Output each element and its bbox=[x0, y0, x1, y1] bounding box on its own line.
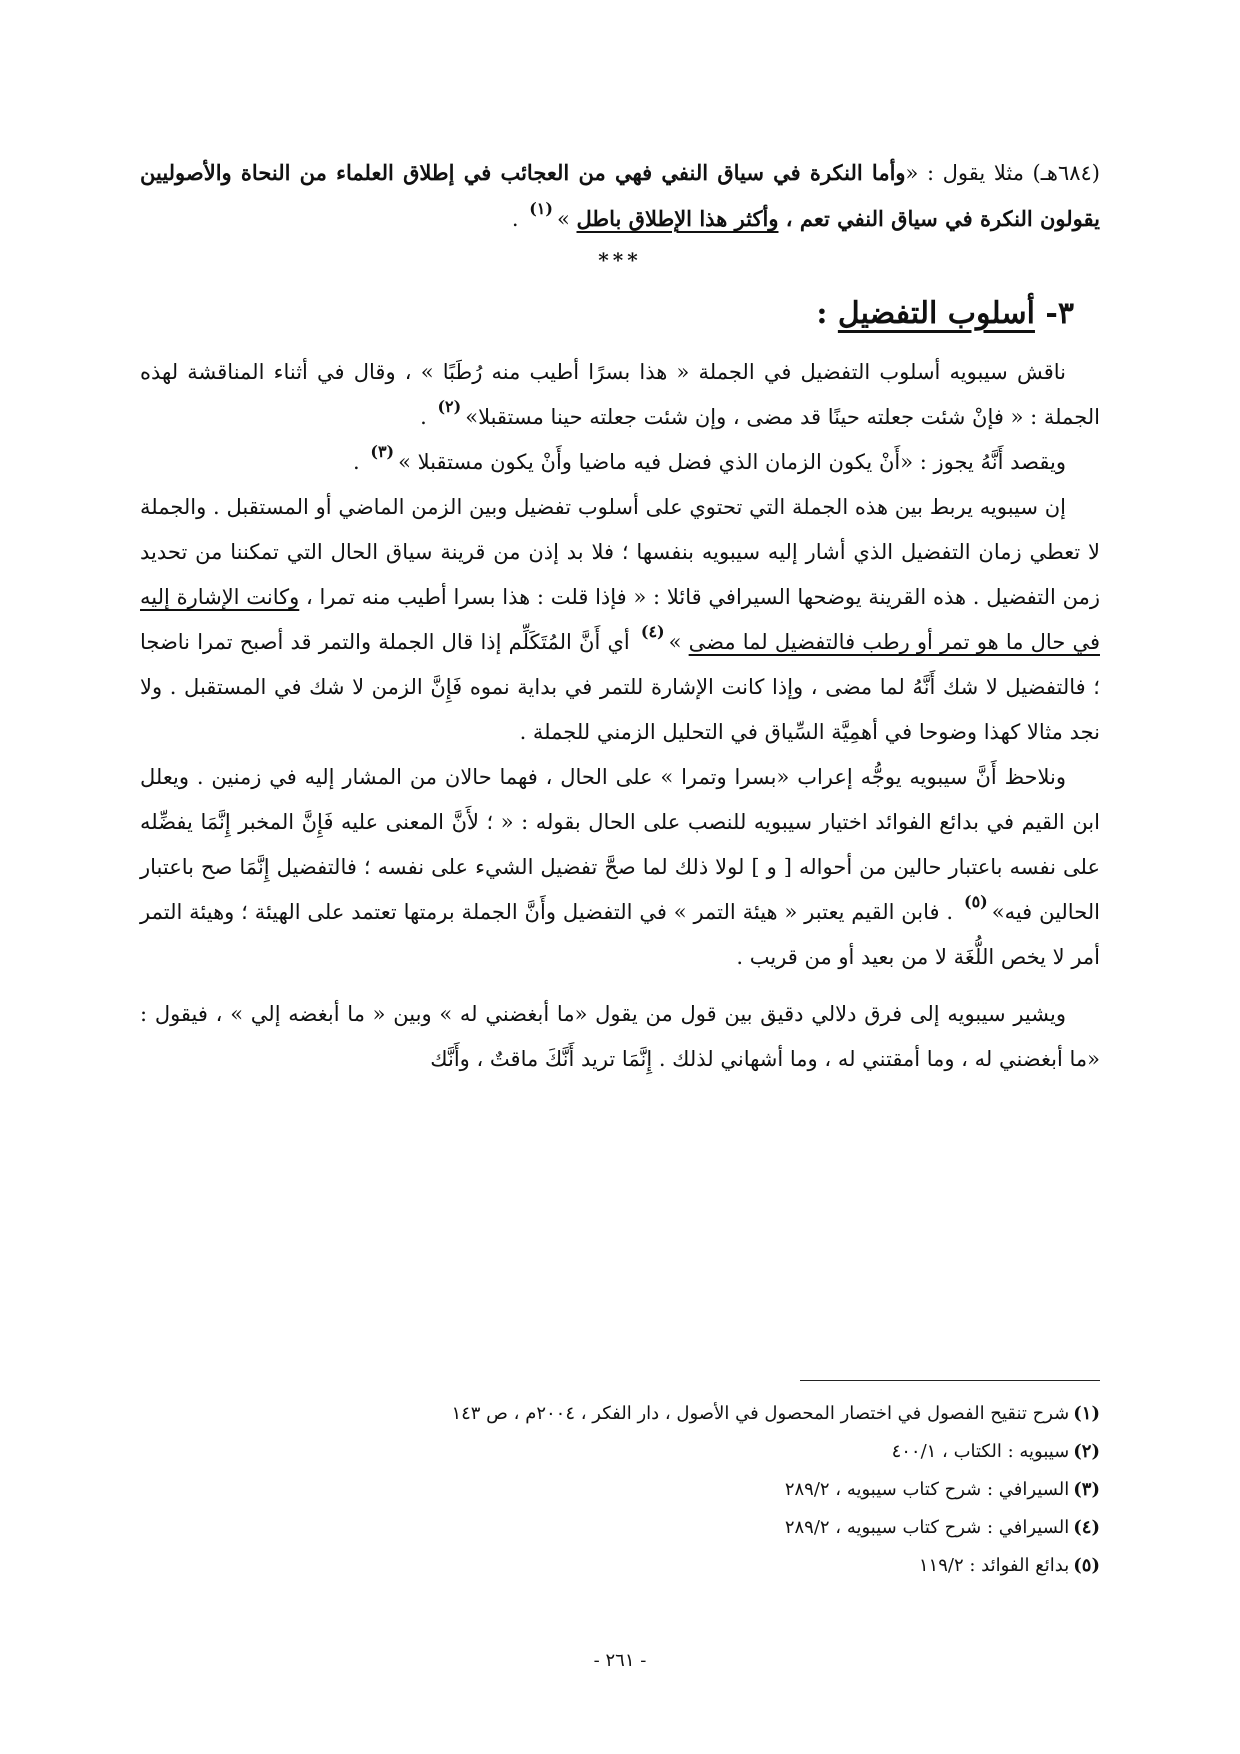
footnote-number: (٤) bbox=[1073, 1517, 1100, 1538]
section-colon: : bbox=[816, 296, 838, 331]
intro-quote: وأما النكرة في سياق النفي فهي من العجائب في إطلاق العلماء من النحاة والأصوليين يقولون النكرة في سياق النفي تعم ، bbox=[140, 160, 1100, 231]
paragraph-4 bbox=[140, 485, 1100, 755]
footnote-ref-3: (٣) bbox=[370, 442, 395, 461]
intro-quote-close: » bbox=[556, 207, 577, 231]
paragraph-6 bbox=[140, 992, 1100, 1082]
intro-lead: (٦٨٤هـ) مثلا يقول : « bbox=[905, 161, 1100, 185]
footnote-ref-5: (٥) bbox=[963, 892, 988, 911]
footnote-number: (١) bbox=[1073, 1403, 1100, 1424]
paragraph-gap bbox=[140, 980, 1100, 992]
paragraph-3 bbox=[140, 440, 1100, 485]
intro-quote-underlined: وأكثر هذا الإطلاق باطل bbox=[576, 206, 779, 231]
footnote-number: (٣) bbox=[1073, 1479, 1100, 1500]
paragraph-5-rest: . فابن القيم يعتبر « هيئة التمر » في التفضيل وأَنَّ الجملة برمتها تعتمد على الهيئة ؛ وهيئة التمر أمر لا يخص اللُّغَة لا من بعيد أو من قريب . bbox=[140, 900, 1100, 969]
paragraph-2-text: ناقش سيبويه أسلوب التفضيل في الجملة « هذا بسرًا أطيب منه رُطَبًا » ، وقال في أثناء المناقشة لهذه الجملة : « فإنْ شئت جعلته حينًا قد مضى ، وإن شئت جعلته حينا مستقبلا» bbox=[140, 360, 1100, 429]
section-separator: *** bbox=[598, 248, 642, 272]
intro-end: . bbox=[511, 207, 526, 231]
intro-paragraph bbox=[140, 150, 1100, 242]
footnote-text: سيبويه : الكتاب ، ٤٠٠/١ bbox=[891, 1441, 1070, 1462]
paragraph-5 bbox=[140, 755, 1100, 980]
section-heading bbox=[140, 284, 1100, 344]
paragraph-4-underlined: وكانت الإشارة إليه في حال ما هو تمر أو رطب فالتفضيل لما مضى bbox=[140, 585, 1100, 654]
footnote-5 bbox=[140, 1547, 1100, 1585]
footnote-text: السيرافي : شرح كتاب سيبويه ، ٢٨٩/٢ bbox=[784, 1479, 1070, 1500]
paragraph-2 bbox=[140, 350, 1100, 440]
paragraph-4-rest: أي أَنَّ المُتَكَلِّم إذا قال الجملة والتمر قد أصبح تمرا ناضجا ؛ فالتفضيل لا شك أَنَّهُ لما مضى ، وإذا كانت الإشارة للتمر في بداية نموه فَإِنَّ الزمن لا شك في المستقبل . ولا نجد مثالا كهذا وضوحا في أهمِيَّة السِّياق في التحليل الزمني للجملة . bbox=[140, 630, 1100, 744]
paragraph-3-text: ويقصد أَنَّهُ يجوز : «أَنْ يكون الزمان الذي فضل فيه ماضيا وأَنْ يكون مستقبلا » bbox=[398, 450, 1066, 474]
main-text bbox=[140, 150, 1100, 1082]
footnote-number: (٥) bbox=[1073, 1555, 1100, 1576]
footnote-text: بدائع الفوائد : ١١٩/٢ bbox=[918, 1555, 1070, 1576]
paragraph-2-end: . bbox=[420, 405, 434, 429]
section-title: أسلوب التفضيل bbox=[837, 296, 1035, 331]
footnotes bbox=[140, 1380, 1100, 1585]
footnote-3 bbox=[140, 1471, 1100, 1509]
footnote-number: (٢) bbox=[1073, 1441, 1100, 1462]
footnote-text: شرح تنقيح الفصول في اختصار المحصول في الأصول ، دار الفكر ، ٢٠٠٤م ، ص ١٤٣ bbox=[451, 1403, 1070, 1424]
footnote-4 bbox=[140, 1509, 1100, 1547]
footnote-ref-1: (١) bbox=[529, 199, 553, 218]
footnote-text: السيرافي : شرح كتاب سيبويه ، ٢٨٩/٢ bbox=[784, 1517, 1070, 1538]
paragraph-3-end: . bbox=[353, 450, 367, 474]
footnote-1 bbox=[140, 1395, 1100, 1433]
section-number: ٣- bbox=[1045, 296, 1074, 331]
footnote-ref-2: (٢) bbox=[437, 397, 462, 416]
paragraph-4-quote-close: » bbox=[668, 630, 689, 654]
paragraph-5-text: ونلاحظ أَنَّ سيبويه يوجُّه إعراب «بسرا وتمرا » على الحال ، فهما حالان من المشار إليه في زمنين . ويعلل ابن القيم في بدائع الفوائد اختيار سيبويه للنصب على الحال بقوله : « ؛ لأَنَّ المعنى عليه فَإِنَّ المخبر إِنَّمَا يفضِّله على نفسه باعتبار حالين من أحواله [ و ] لولا ذلك لما صحَّ تفضيل الشيء على نفسه ؛ فالتفضيل إِنَّمَا صح باعتبار الحالين فيه» bbox=[140, 765, 1100, 924]
page-number: - ٢٦١ - bbox=[593, 1650, 647, 1671]
paragraph-6-text: ويشير سيبويه إلى فرق دلالي دقيق بين قول من يقول «ما أبغضني له » وبين « ما أبغضه إلي » ، فيقول : «ما أبغضني له ، وما أمقتني له ، وما أشهاني لذلك . إِنَّمَا تريد أَنَّكَ ماقتٌ ، وأَنَّك bbox=[140, 1002, 1100, 1071]
footnote-divider bbox=[800, 1380, 1100, 1381]
footnote-ref-4: (٤) bbox=[640, 622, 665, 641]
paragraph-4-text: إن سيبويه يربط بين هذه الجملة التي تحتوي على أسلوب تفضيل وبين الزمن الماضي أو المستقبل . والجملة لا تعطي زمان التفضيل الذي أشار إليه سيبويه بنفسها ؛ فلا بد إذن من قرينة سياق الحال التي تمكننا من تحديد زمن التفضيل . هذه القرينة يوضحها السيرافي قائلا : « فإذا قلت : هذا بسرا أطيب منه تمرا ، bbox=[140, 495, 1100, 609]
footnote-2 bbox=[140, 1433, 1100, 1471]
